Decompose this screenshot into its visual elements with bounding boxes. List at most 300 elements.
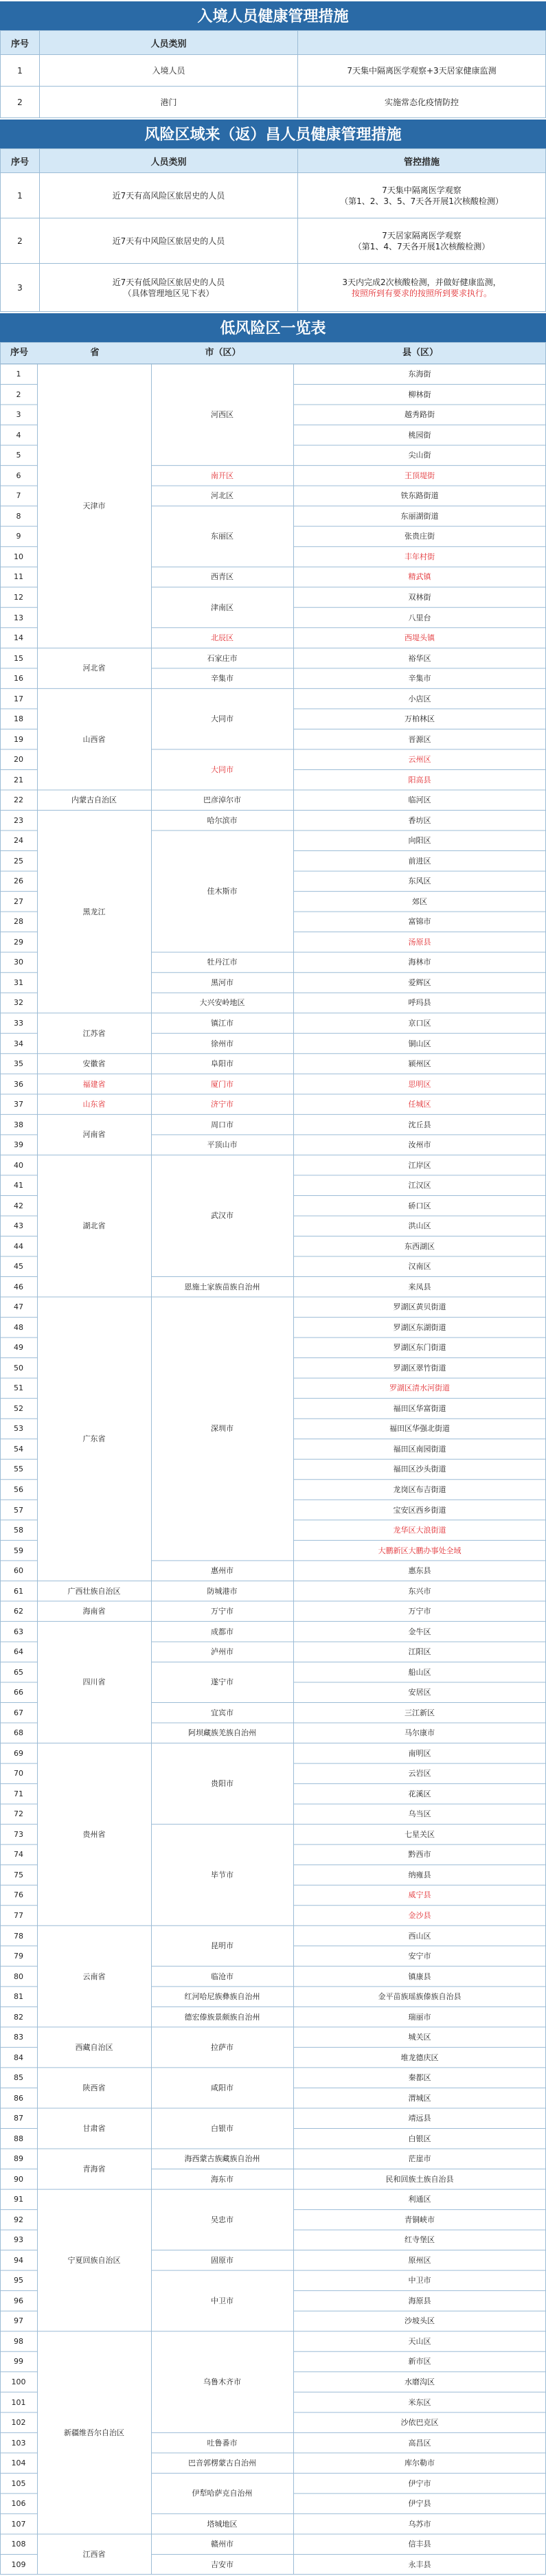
district-cell: 沙坡头区 [405,2316,435,2326]
seq-cell: 96 [14,2296,23,2305]
city-cell: 恩施土家族苗族自治州 [184,1282,260,1291]
city-cell: 镇江市 [211,1018,234,1028]
seq-cell: 27 [14,896,23,906]
seq-cell: 72 [14,1809,23,1819]
seq-cell: 75 [14,1870,23,1879]
seq-cell: 20 [14,755,23,765]
district-cell: 江岸区 [408,1160,431,1170]
city-cell: 泸州市 [211,1647,234,1657]
seq-cell: 54 [14,1444,23,1454]
district-cell: 香坊区 [408,815,431,825]
seq-cell: 14 [14,633,23,643]
section3-title: 低风险区一览表 [0,312,546,342]
district-cell: 乌苏市 [408,2519,431,2529]
seq-cell: 3 [16,410,21,420]
seq-cell: 43 [14,1221,23,1231]
seq-cell: 34 [14,1039,23,1048]
province-cell: 天津市 [82,501,106,511]
city-cell: 阜阳市 [211,1059,234,1069]
seq-cell: 74 [14,1850,23,1860]
city-cell: 黑河市 [211,978,234,987]
city-cell: 惠州市 [211,1566,234,1576]
district-cell: 小店区 [408,694,431,703]
seq-cell: 53 [14,1424,23,1434]
seq-cell: 16 [14,674,23,683]
district-cell: 靖远县 [408,2114,431,2123]
district-cell: 天山区 [408,2336,431,2346]
district-cell: 龙岗区布吉街道 [393,1485,446,1494]
seq-cell: 65 [14,1667,23,1677]
district-cell: 宝安区西乡街道 [393,1505,446,1515]
type-cell: 港门 [40,87,298,118]
city-cell: 德宏傣族景颇族自治州 [184,2012,260,2022]
section1-header-row [1,31,546,55]
city-cell: 海东市 [211,2174,234,2184]
district-cell: 东西湖区 [405,1241,435,1251]
seq-cell: 17 [14,694,23,703]
seq-cell: 30 [14,958,23,967]
section2-table [0,148,546,312]
district-cell: 江汉区 [408,1181,431,1190]
measure-cell [298,173,546,218]
seq-cell: 50 [14,1363,23,1372]
seq-cell: 7 [16,491,21,501]
seq-cell: 2 [16,389,21,399]
district-cell: 花溪区 [408,1789,431,1798]
seq-cell: 104 [11,2459,26,2468]
table-row [1,55,546,87]
city-cell: 辛集市 [211,674,234,683]
city-cell: 厦门市 [211,1079,234,1089]
district-cell: 南明区 [408,1748,431,1758]
city-cell: 南开区 [211,471,234,480]
seq-cell: 107 [11,2519,26,2529]
district-cell: 乌当区 [408,1809,431,1819]
table-row [1,87,546,118]
district-cell: 尖山街 [408,451,431,460]
seq-cell: 68 [14,1728,23,1738]
district-cell: 三江新区 [405,1708,435,1717]
province-cell: 福建省 [82,1079,106,1089]
district-cell: 库尔勒市 [405,2459,435,2468]
table-row [1,218,546,264]
district-cell: 双林街 [408,593,431,602]
section3-district-header: 县（区） [402,348,438,358]
district-cell: 镇康县 [408,1971,431,1981]
district-cell: 茫崖市 [408,2154,431,2164]
section1-seq-header: 序号 [1,31,40,55]
district-cell: 裕华区 [408,653,431,663]
seq-cell: 108 [11,2540,26,2549]
city-cell: 阿坝藏族羌族自治州 [188,1728,256,1738]
district-cell: 金沙县 [408,1910,431,1920]
district-cell: 民和回族土族自治县 [385,2174,454,2184]
district-cell: 洪山区 [408,1221,431,1231]
city-cell: 河北区 [211,491,234,501]
district-cell: 惠东县 [408,1566,431,1576]
seq-cell: 73 [14,1829,23,1839]
seq-cell: 18 [14,714,23,724]
seq-cell: 62 [14,1607,23,1616]
district-cell: 辛集市 [408,674,431,683]
measure-cell: 7天集中隔离医学观察+3天居家健康监测 [298,55,546,87]
district-cell: 富锦市 [408,917,431,927]
seq-cell: 45 [14,1262,23,1272]
seq-cell: 84 [14,2053,23,2062]
district-cell: 王顶堤街 [405,471,435,480]
district-cell: 西山区 [408,1931,431,1941]
district-cell: 永丰县 [408,2560,431,2569]
city-cell: 成都市 [211,1627,234,1636]
city-cell: 佳木斯市 [207,887,238,896]
seq-cell: 81 [14,1992,23,2002]
province-cell: 河南省 [82,1130,106,1140]
city-cell: 津南区 [211,602,234,612]
district-cell: 福田区南园街道 [393,1444,446,1454]
seq-cell: 51 [14,1383,23,1393]
city-cell: 临沧市 [211,1971,234,1981]
seq-cell: 28 [14,917,23,927]
seq-cell: 1 [16,370,21,379]
district-cell: 堆龙德庆区 [400,2053,439,2062]
district-cell: 丰年村街 [405,552,435,561]
city-cell: 平顶山市 [207,1140,238,1150]
seq-cell: 57 [14,1505,23,1515]
measure-cell [298,264,546,312]
province-cell: 云南省 [82,1971,106,1981]
section1-table [0,30,546,118]
seq-cell: 83 [14,2033,23,2042]
seq-cell: 80 [14,1971,23,1981]
province-cell: 陕西省 [82,2083,106,2092]
district-cell: 新市区 [408,2357,431,2366]
city-cell: 遂宁市 [211,1677,234,1687]
district-cell: 金平苗族瑶族傣族自治县 [378,1992,462,2002]
district-cell: 郊区 [412,896,427,906]
seq-cell: 38 [14,1120,23,1129]
seq-cell: 47 [14,1302,23,1312]
city-cell: 防城港市 [207,1586,238,1596]
measure-line: 7天居家隔离医学观察 [382,230,462,240]
province-cell: 海南省 [82,1607,106,1616]
seq-cell: 3 [1,264,40,312]
province-cell: 广西壮族自治区 [67,1586,121,1596]
district-cell: 思明区 [408,1079,431,1089]
seq-cell: 102 [11,2418,26,2428]
seq-cell: 12 [14,593,23,602]
district-cell: 福田区华强北街道 [389,1424,450,1434]
city-cell: 吴忠市 [211,2215,234,2224]
seq-cell: 78 [14,1931,23,1941]
measure-line: （第1、2、3、5、7天各开展1次核酸检测） [340,196,503,206]
province-cell: 江西省 [82,2549,106,2559]
city-cell: 塔城地区 [207,2519,238,2529]
type-cell: 近7天有中风险区旅居史的人员 [40,218,298,264]
province-cell: 黑龙江 [82,907,106,916]
type-line: 近7天有低风险区旅居史的人员 [112,277,225,287]
city-cell: 中卫市 [211,2296,234,2305]
city-cell: 周口市 [211,1120,234,1129]
district-cell: 罗湖区清水河街道 [389,1383,450,1393]
city-cell: 武汉市 [211,1211,234,1221]
district-cell: 安宁市 [408,1952,431,1961]
province-cell: 贵州省 [82,1829,106,1839]
district-cell: 晋源区 [408,734,431,744]
district-cell: 福田区华富街道 [393,1403,446,1413]
province-cell: 山西省 [82,734,106,744]
seq-cell: 32 [14,998,23,1008]
district-cell: 柳林街 [408,389,431,399]
section2-seq-header: 序号 [1,149,40,173]
seq-cell: 49 [14,1343,23,1353]
city-cell: 毕节市 [211,1870,234,1879]
seq-cell: 69 [14,1748,23,1758]
city-cell: 北辰区 [211,633,234,643]
seq-cell: 59 [14,1546,23,1555]
district-cell: 城关区 [408,2033,431,2042]
seq-cell: 44 [14,1241,23,1251]
section1-type-header: 人员类别 [40,31,298,55]
city-cell: 大兴安岭地区 [199,998,245,1008]
seq-cell: 77 [14,1910,23,1920]
seq-cell: 22 [14,795,23,805]
seq-cell: 25 [14,856,23,866]
district-cell: 龙华区大浪街道 [393,1526,446,1535]
seq-cell: 58 [14,1526,23,1535]
province-cell: 山东省 [82,1100,106,1109]
district-cell: 罗湖区东湖街道 [393,1322,446,1332]
district-cell: 白银区 [408,2134,431,2143]
section3-province-header: 省 [90,348,100,358]
district-cell: 汤原县 [408,937,431,947]
city-cell: 河西区 [211,410,234,420]
seq-cell: 40 [14,1160,23,1170]
province-cell: 甘肃省 [82,2123,106,2133]
district-cell: 金牛区 [408,1627,431,1636]
seq-cell: 36 [14,1079,23,1089]
seq-cell: 26 [14,877,23,886]
district-cell: 前进区 [408,856,431,866]
province-cell: 安徽省 [82,1059,106,1069]
district-cell: 铁东路街道 [400,491,439,501]
city-cell: 深圳市 [211,1424,234,1434]
district-cell: 福田区沙头街道 [393,1465,446,1474]
district-cell: 向阳区 [408,836,431,846]
district-cell: 张贵庄街 [405,532,435,541]
district-cell: 精武镇 [408,572,431,582]
low-risk-grid [0,342,546,2575]
district-cell: 铜山区 [408,1039,431,1048]
seq-cell: 9 [16,532,21,541]
district-cell: 呼玛县 [408,998,431,1008]
seq-cell: 42 [14,1201,23,1210]
district-cell: 水磨沟区 [405,2377,435,2387]
district-cell: 阳高县 [408,775,431,784]
section3-city-header: 市（区） [205,348,241,358]
district-cell: 红寺堡区 [405,2235,435,2245]
measure-red-line: 按照所到有要求的按照所到要求执行。 [351,288,492,298]
district-cell: 颍州区 [408,1059,431,1069]
seq-cell: 37 [14,1100,23,1109]
district-cell: 汝州市 [408,1140,431,1150]
district-cell: 七星关区 [405,1829,435,1839]
seq-cell: 99 [14,2357,23,2366]
seq-cell: 88 [14,2134,23,2143]
seq-cell: 21 [14,775,23,784]
city-cell: 西青区 [211,572,234,582]
seq-cell: 76 [14,1890,23,1900]
seq-cell: 11 [14,572,23,582]
district-cell: 硚口区 [408,1201,431,1210]
seq-cell: 24 [14,836,23,846]
seq-cell: 10 [14,552,23,561]
province-cell: 西藏自治区 [75,2042,113,2052]
city-cell: 巴音郭楞蒙古自治州 [188,2459,256,2468]
district-cell: 信丰县 [408,2540,431,2549]
seq-cell: 48 [14,1322,23,1332]
city-cell: 白银市 [211,2123,234,2133]
district-cell: 京口区 [408,1018,431,1028]
district-cell: 万柏林区 [405,714,435,724]
city-cell: 哈尔滨市 [207,815,238,825]
seq-cell: 82 [14,2012,23,2022]
district-cell: 海林市 [408,958,431,967]
seq-cell: 89 [14,2154,23,2164]
seq-cell: 66 [14,1688,23,1697]
seq-cell: 106 [11,2499,26,2509]
seq-cell: 56 [14,1485,23,1494]
seq-cell: 71 [14,1789,23,1798]
seq-cell: 109 [11,2560,26,2569]
seq-cell: 6 [16,471,21,480]
type-cell [40,264,298,312]
province-cell: 湖北省 [82,1221,106,1231]
city-cell: 吉安市 [211,2560,234,2569]
district-cell: 沈丘县 [408,1120,431,1129]
table-row [1,173,546,218]
province-cell: 新疆维吾尔自治区 [64,2428,124,2437]
seq-cell: 1 [1,55,40,87]
seq-cell: 2 [1,218,40,264]
city-cell: 贵阳市 [211,1779,234,1789]
district-cell: 江阳区 [408,1647,431,1657]
district-cell: 沙依巴克区 [400,2418,439,2428]
district-cell: 罗湖区翠竹街道 [393,1363,446,1372]
district-cell: 伊宁县 [408,2499,431,2509]
city-cell: 东丽区 [211,532,234,541]
seq-cell: 41 [14,1181,23,1190]
city-cell: 牡丹江市 [207,958,238,967]
seq-cell: 92 [14,2215,23,2224]
district-cell: 西堤头镇 [405,633,435,643]
district-cell: 原州区 [408,2255,431,2265]
seq-cell: 61 [14,1586,23,1596]
district-cell: 八里台 [408,613,431,622]
district-cell: 东兴市 [408,1586,431,1596]
seq-cell: 95 [14,2276,23,2285]
district-cell: 临河区 [408,795,431,805]
seq-cell: 2 [1,87,40,118]
district-cell: 罗湖区黄贝街道 [393,1302,446,1312]
district-cell: 东风区 [408,877,431,886]
district-cell: 东丽湖街道 [400,511,439,521]
seq-cell: 13 [14,613,23,622]
section1-title: 入境人员健康管理措施 [0,0,546,30]
seq-cell: 103 [11,2438,26,2448]
section2-measure-header: 管控措施 [298,149,546,173]
district-cell: 汉南区 [408,1262,431,1272]
type-cell: 近7天有高风险区旅居史的人员 [40,173,298,218]
seq-cell: 70 [14,1769,23,1778]
district-cell: 云州区 [408,755,431,765]
district-cell: 秦都区 [408,2073,431,2083]
district-cell: 米东区 [408,2397,431,2407]
district-cell: 威宁县 [408,1890,431,1900]
district-cell: 罗湖区东门街道 [393,1343,446,1353]
seq-cell: 87 [14,2114,23,2123]
table-row [1,264,546,312]
seq-cell: 100 [11,2377,26,2387]
type-sub-line: （具体管理地区见下表） [123,288,214,298]
seq-cell: 23 [14,815,23,825]
district-cell: 渭城区 [408,2093,431,2103]
seq-cell: 46 [14,1282,23,1291]
city-cell: 万宁市 [211,1607,234,1616]
seq-cell: 4 [16,430,21,440]
type-cell: 入境人员 [40,55,298,87]
seq-cell: 64 [14,1647,23,1657]
measure-cell: 实施常态化疫情防控 [298,87,546,118]
measure-line: 7天集中隔离医学观察 [382,185,462,195]
section2-title: 风险区域来（返）昌人员健康管理措施 [0,118,546,148]
city-cell: 大同市 [211,765,234,774]
seq-cell: 31 [14,978,23,987]
seq-cell: 79 [14,1952,23,1961]
city-cell: 大同市 [211,714,234,724]
seq-cell: 52 [14,1403,23,1413]
city-cell: 济宁市 [211,1100,234,1109]
seq-cell: 86 [14,2093,23,2103]
section2-type-header: 人员类别 [40,149,298,173]
section1-measure-header [298,31,546,55]
city-cell: 巴彦淖尔市 [203,795,241,805]
seq-cell: 94 [14,2255,23,2265]
seq-cell: 15 [14,653,23,663]
seq-cell: 29 [14,937,23,947]
district-cell: 纳雍县 [408,1870,431,1879]
seq-cell: 5 [16,451,21,460]
measure-line: 3天内完成2次核酸检测，并做好健康监测， [342,277,501,287]
section2-header-row [1,149,546,173]
seq-cell: 8 [16,511,21,521]
section3-seq-header: 序号 [10,348,28,358]
district-cell: 大鹏新区大鹏办事处全域 [378,1546,462,1555]
province-cell: 内蒙古自治区 [71,795,117,805]
seq-cell: 97 [14,2316,23,2326]
city-cell: 乌鲁木齐市 [203,2377,241,2387]
city-cell: 石家庄市 [207,653,238,663]
district-cell: 伊宁市 [408,2478,431,2488]
district-cell: 高昌区 [408,2438,431,2448]
district-cell: 中卫市 [408,2276,431,2285]
seq-cell: 60 [14,1566,23,1576]
city-cell: 拉萨市 [211,2042,234,2052]
city-cell: 海西蒙古族藏族自治州 [184,2154,260,2164]
city-cell: 吐鲁番市 [207,2438,238,2448]
city-cell: 赣州市 [211,2540,234,2549]
seq-cell: 101 [11,2397,26,2407]
seq-cell: 98 [14,2336,23,2346]
